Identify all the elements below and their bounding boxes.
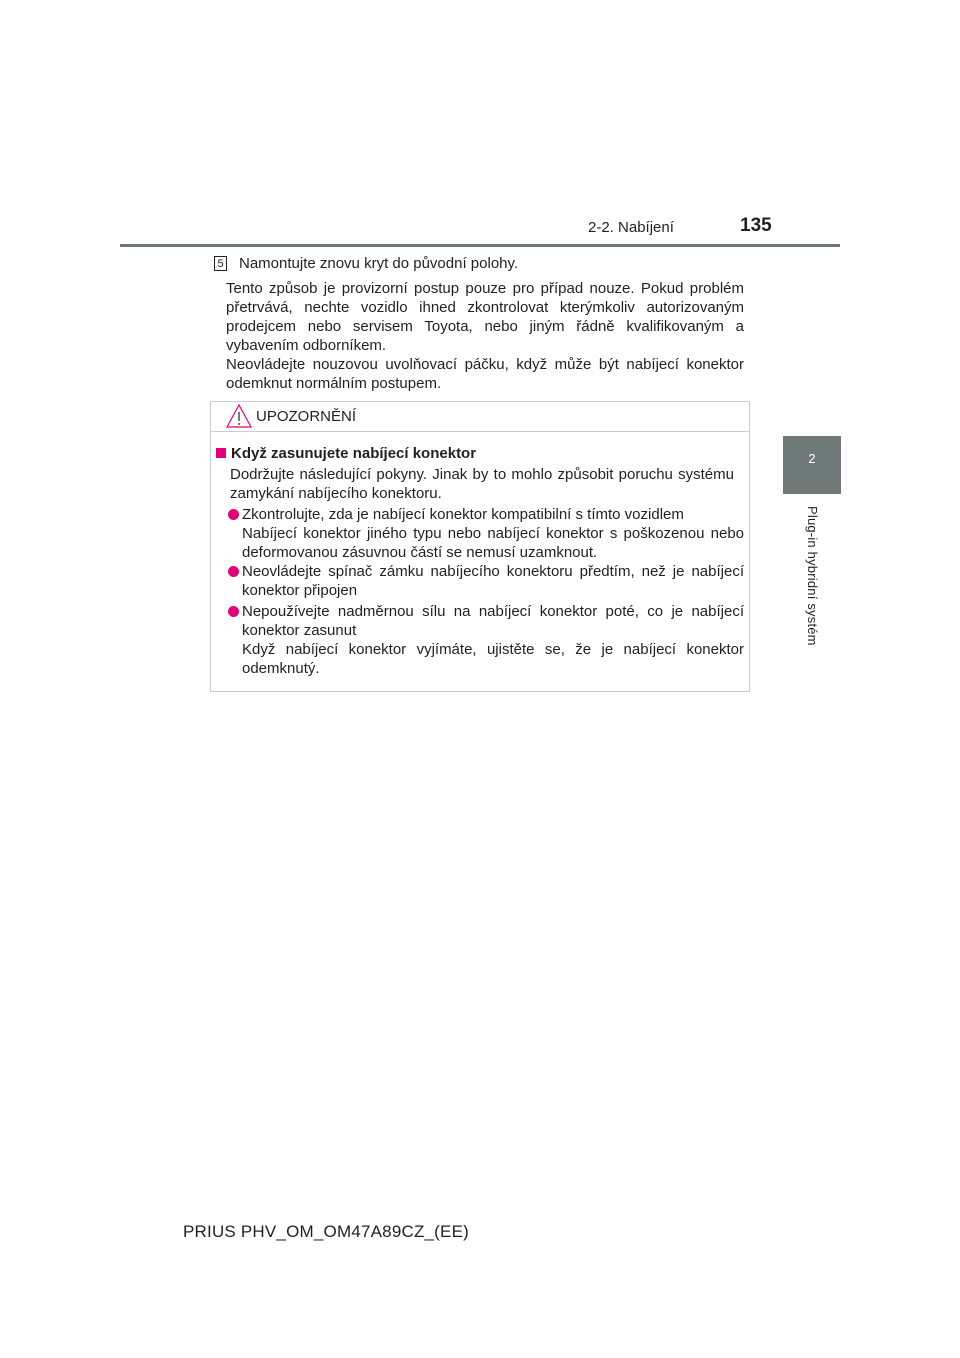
bullet-text: Nabíjecí konektor jiného typu nebo nabíjecí konektor s poškozenou nebo deformovanou zásuvnou částí se nemusí uzamknout. (242, 525, 744, 561)
page-number: 135 (740, 215, 772, 236)
chapter-title: Plug-in hybridní systém (805, 506, 820, 646)
bullet-title: Neovládejte spínač zámku nabíjecího konektoru předtím, než je nabíjecí konektor připojen (242, 563, 744, 599)
warning-bullet (228, 602, 744, 678)
step-number-box: 5 (214, 256, 227, 271)
paragraph-release-lever: Neovládejte nouzovou uvolňovací páčku, když může být nabíjecí konektor odemknut normálním postupem. (226, 356, 744, 392)
warning-bullet (228, 562, 744, 600)
chapter-number: 2 (808, 451, 816, 466)
warning-header (211, 402, 749, 432)
warning-intro: Dodržujte následující pokyny. Jinak by to mohlo způsobit poruchu systému zamykání nabíjecího konektoru. (230, 466, 734, 502)
step-text: Namontujte znovu kryt do původní polohy. (239, 255, 519, 272)
round-bullet-icon (228, 606, 239, 617)
footer-document-id: PRIUS PHV_OM_OM47A89CZ_(EE) (183, 1222, 469, 1241)
paragraph-emergency: Tento způsob je provizorní postup pouze pro případ nouze. Pokud problém přetrvává, nechte vozidlo ihned zkontrolovat kterýmkoliv autorizovaným prodejcem nebo servisem Toyota, nebo jiným řádně kvalifikovaným a vybavením odborníkem. (226, 280, 744, 354)
bullet-title: Nepoužívejte nadměrnou sílu na nabíjecí konektor poté, co je nabíjecí konektor zasunut (242, 603, 744, 639)
warning-heading-text: Když zasunujete nabíjecí konektor (231, 445, 477, 462)
round-bullet-icon (228, 509, 239, 520)
warning-box (210, 401, 750, 692)
chapter-tab (783, 436, 841, 494)
bullet-title: Zkontrolujte, zda je nabíjecí konektor kompatibilní s tímto vozidlem (242, 506, 684, 523)
warning-bullet (228, 505, 744, 562)
round-bullet-icon (228, 566, 239, 577)
warning-title: UPOZORNĚNÍ (256, 408, 357, 425)
warning-heading (216, 445, 476, 462)
square-bullet-icon (216, 448, 226, 458)
header-section-title: 2-2. Nabíjení (588, 219, 674, 236)
header-rule (120, 244, 840, 247)
bullet-text: Když nabíjecí konektor vyjímáte, ujistěte se, že je nabíjecí konektor odemknutý. (242, 641, 744, 677)
warning-triangle-icon (226, 404, 252, 428)
